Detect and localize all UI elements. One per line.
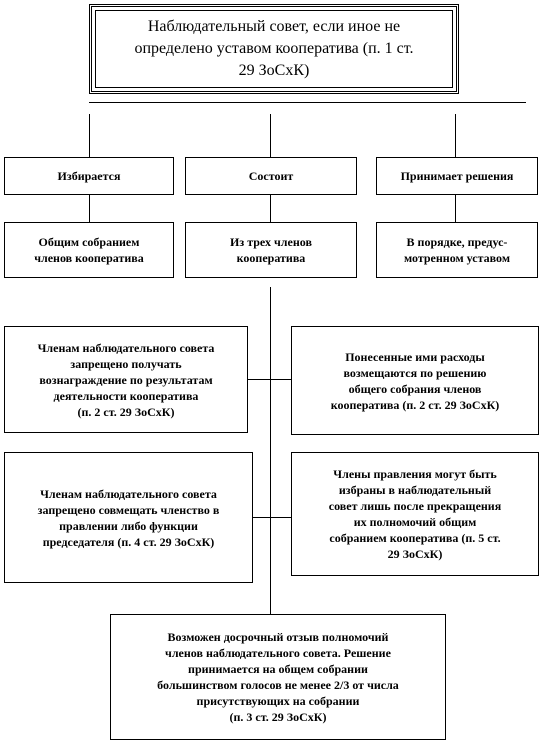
header-decisions — [376, 157, 538, 195]
rule-expenses — [291, 326, 539, 435]
sub-elected-text: Общим собранием членов кооператива — [34, 235, 144, 265]
connector-line — [253, 517, 291, 518]
header-elected — [4, 157, 174, 195]
early-recall-text: Возможен досрочный отзыв полномочий членов наблюдательного совета. Решение принимается на общем собрании большинством голосов не менее 2/3 от числа присутствующих на собрании (п. 3 ст. 29 ЗоСхК) — [157, 630, 399, 724]
connector-line — [270, 114, 271, 158]
connector-line — [248, 379, 291, 380]
rule-no-combination — [4, 452, 253, 583]
rule-board-members — [291, 452, 539, 576]
connector-line — [89, 114, 90, 158]
rule-no-remuneration-text: Членам наблюдательного совета запрещено получать вознаграждение по результатам деятельности кооператива (п. 2 ст. 29 ЗоСхК) — [37, 340, 215, 419]
header-consists-text: Состоит — [248, 169, 294, 183]
sub-consists — [185, 222, 357, 278]
rule-no-remuneration — [4, 326, 248, 433]
sub-decisions — [376, 222, 538, 278]
header-decisions-text: Принимает решения — [400, 169, 514, 183]
connector-line — [270, 287, 271, 614]
header-consists — [185, 157, 357, 195]
connector-line — [89, 102, 526, 103]
connector-line — [270, 195, 271, 223]
connector-line — [455, 195, 456, 223]
title-box — [89, 4, 459, 94]
rule-board-members-text: Члены правления могут быть избраны в наблюдательный совет лишь после прекращения их полномочий общим собранием кооператива (п. 5 ст. 29 ЗоСхК) — [328, 467, 502, 561]
connector-line — [455, 114, 456, 158]
sub-decisions-text: В порядке, предус- мотренном уставом — [403, 235, 510, 265]
early-recall-box — [110, 614, 446, 740]
sub-consists-text: Из трех членов кооператива — [230, 235, 312, 265]
sub-elected — [4, 222, 174, 278]
connector-line — [89, 195, 90, 223]
header-elected-text: Избирается — [57, 169, 121, 183]
rule-expenses-text: Понесенные ими расходы возмещаются по решению общего собрания членов кооператива (п. 2 ст. 29 ЗоСхК) — [330, 349, 500, 412]
rule-no-combination-text: Членам наблюдательного совета запрещено совмещать членство в правлении либо функции председателя (п. 4 ст. 29 ЗоСхК) — [37, 486, 220, 549]
title-text: Наблюдательный совет, если иное не определено уставом кооператива (п. 1 ст. 29 ЗоСхК) — [134, 18, 414, 79]
